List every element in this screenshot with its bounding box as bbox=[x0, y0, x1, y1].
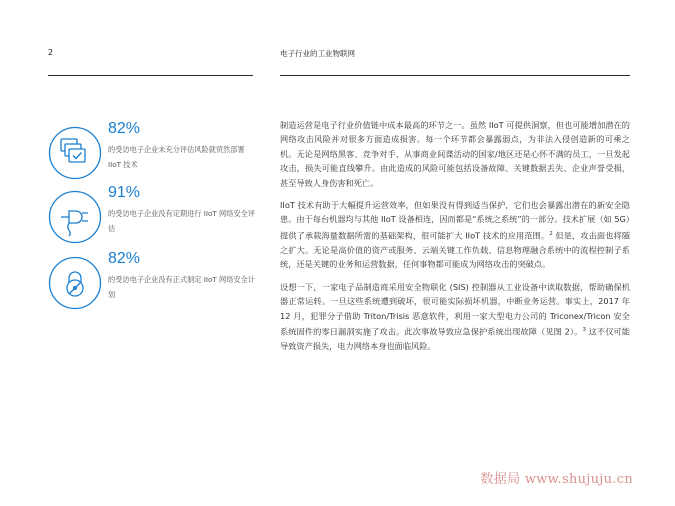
paragraph-2 bbox=[280, 198, 630, 272]
paragraph-1: 制造运营是电子行业价值链中成本最高的环节之一。虽然 IIoT 可提供洞察，但也可能增加潜在的网络攻击风险并对很多方面造成损害。每一个环节都会暴露弱点，为非法入侵创造新的可乘之机。无论是网络黑客、竞争对手、从事商业间谍活动的国家/地区还是心怀不满的员工，一旦发起攻击，损失可能直线攀升。由此造成的风险可能包括设备故障、关键数据丢失、企业声誉受损，甚至导致人身伤害和死亡。 bbox=[280, 120, 630, 188]
stat-value: 91% bbox=[108, 184, 141, 201]
footnote-ref-3: 3 bbox=[582, 327, 586, 334]
header-rule-left bbox=[48, 75, 253, 76]
stat-value: 82% bbox=[108, 120, 141, 137]
stat-block-security-plan bbox=[48, 252, 268, 312]
paragraph-3 bbox=[280, 280, 630, 354]
stat-description: 的受访电子企业未充分评估风险就贸然部署 IIoT 技术 bbox=[108, 145, 245, 169]
body-text bbox=[280, 118, 630, 362]
stat-description: 的受访电子企业没有正式制定 IIoT 网络安全计划 bbox=[108, 275, 255, 299]
checklist-icon bbox=[48, 126, 102, 180]
watermark: 数据局 www.shujuju.cn bbox=[480, 472, 633, 487]
stat-block-security-assessment bbox=[48, 186, 268, 246]
plug-icon bbox=[48, 190, 102, 244]
stat-description: 的受访电子企业没有定期进行 IIoT 网络安全评估 bbox=[108, 209, 255, 233]
paragraph-3-text-cont: 这不仅可能导致资产损失，电力网络本身也面临风险。 bbox=[280, 326, 630, 352]
lock-prohibited-icon bbox=[48, 256, 102, 310]
paragraph-3-text: 设想一下，一家电子品制造商采用安全物联化 (SIS) 控制器从工业设备中读取数据，帮助确保机器正常运转。一旦这些系统遭到破坏，很可能实际损坏机器，中断业务运营。事实上，2017 年 12 月，犯罪分子借助 Triton/Trisis 恶意软件，利用一家大型电力公司的 Triconex/Tricon 安全系统固件的零日漏洞实施了攻击。此次事故导致应急保护系统出现故障（见图 2）。 bbox=[280, 281, 630, 337]
paragraph-2-text-cont: 但是，攻击面也将随之扩大。无论是高价值的资产或服务、云端关键工作负载、信息物理融合系统中的流程控制子系统，还是关键的业务和运营数据，任何事物都可能成为网络攻击的突破点。 bbox=[280, 230, 631, 270]
running-title: 电子行业的工业物联网 bbox=[280, 49, 355, 58]
stat-value: 82% bbox=[108, 250, 141, 267]
stat-block-risk-assessment bbox=[48, 122, 268, 182]
paragraph-2-text: IIoT 技术有助于大幅提升运营效率，但如果没有得到适当保护，它们也会暴露出潜在的新安全隐患。由于每台机器均与其他 IIoT 设备相连，因而都是“系统之系统”的一部分。技术扩展（如 5G）提供了承载海量数据所需的基础架构，很可能扩大 IIoT 技术的应用范围。 bbox=[280, 200, 630, 241]
page-number: 2 bbox=[48, 48, 54, 57]
footnote-ref-2: 2 bbox=[549, 230, 553, 237]
header-rule-right bbox=[280, 75, 630, 76]
